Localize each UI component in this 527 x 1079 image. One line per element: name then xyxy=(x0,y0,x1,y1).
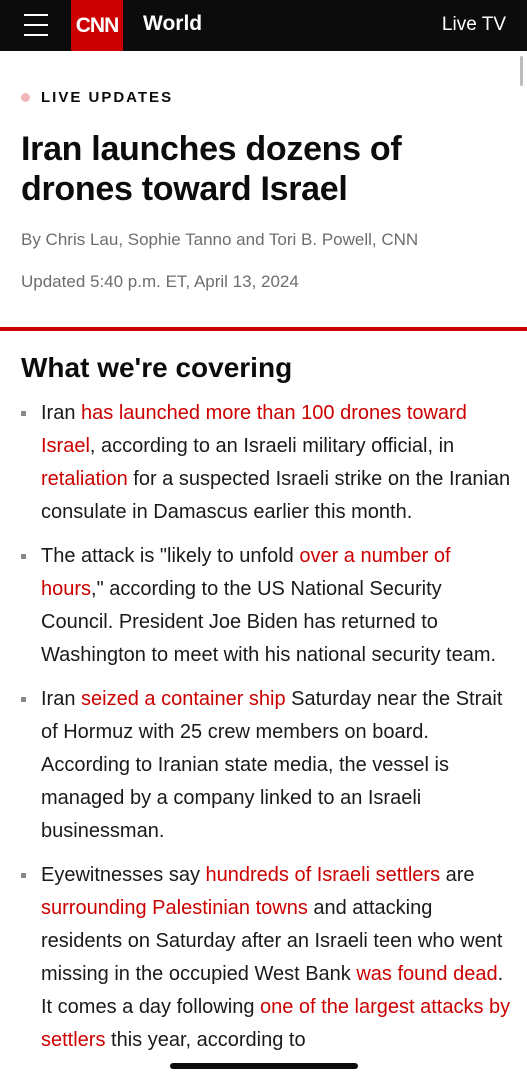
story-link[interactable]: surrounding Palestinian towns xyxy=(41,897,308,919)
menu-line xyxy=(24,24,48,26)
live-updates-label: LIVE UPDATES xyxy=(41,89,174,106)
article-headline: Iran launches dozens of drones toward Israel xyxy=(21,130,402,208)
story-link[interactable]: has launched more than 100 drones toward Israel xyxy=(41,402,467,457)
scrollbar[interactable] xyxy=(520,56,523,86)
live-updates-badge xyxy=(21,89,173,106)
bullet-text: , according to an Israeli military official, in xyxy=(89,435,455,457)
bullet-text: Eyewitnesses say xyxy=(41,864,206,886)
story-link[interactable]: over a number of hours xyxy=(41,545,451,600)
bullet-text: Iran xyxy=(41,402,82,424)
story-link[interactable]: seized a container ship xyxy=(81,688,286,710)
bullet-text: Saturday near the Strait of Hormuz with 25 crew members on board. According to Iranian state media, the vessel is managed by a company linked to an Israeli businessman. xyxy=(41,688,503,842)
cnn-logo-text: CNN xyxy=(75,13,119,37)
home-indicator[interactable] xyxy=(170,1063,358,1069)
list-item xyxy=(21,397,511,529)
story-link[interactable]: hundreds of Israeli settlers xyxy=(205,864,441,886)
story-link[interactable]: one of the largest attacks by settlers xyxy=(41,996,511,1051)
section-divider xyxy=(0,327,527,331)
list-item xyxy=(21,859,511,1057)
covering-list xyxy=(21,397,511,1068)
section-title[interactable]: World xyxy=(143,12,203,35)
article-timestamp: Updated 5:40 p.m. ET, April 13, 2024 xyxy=(21,272,299,291)
bullet-text: are xyxy=(440,864,475,886)
bullet-text: . It comes a day following xyxy=(41,963,504,1018)
menu-line xyxy=(24,34,48,36)
bullet-text: for a suspected Israeli strike on the Iranian consulate in Damascus earlier this month. xyxy=(41,468,511,523)
menu-line xyxy=(24,14,48,16)
bullet-text: Iran xyxy=(41,688,82,710)
bullet-text: ," according to the US National Security Council. President Joe Biden has returned to Washington to meet with his national security team. xyxy=(41,578,497,666)
live-tv-link[interactable]: Live TV xyxy=(441,14,506,35)
cnn-logo[interactable] xyxy=(71,0,123,51)
bullet-text: this year, according to xyxy=(105,1029,306,1051)
bullet-text: The attack is "likely to unfold xyxy=(41,545,300,567)
covering-heading: What we're covering xyxy=(21,352,293,383)
top-navigation-bar xyxy=(0,0,527,51)
hamburger-menu-icon[interactable] xyxy=(24,14,48,36)
story-link[interactable]: retaliation xyxy=(41,468,128,490)
list-item xyxy=(21,540,511,672)
article-byline: By Chris Lau, Sophie Tanno and Tori B. Powell, CNN xyxy=(21,230,419,249)
bullet-text: and attacking residents on Saturday after an Israeli teen who went missing in the occupied West Bank xyxy=(41,897,503,985)
list-item xyxy=(21,683,511,848)
story-link[interactable]: was found dead xyxy=(356,963,498,985)
live-dot-icon xyxy=(21,93,30,102)
